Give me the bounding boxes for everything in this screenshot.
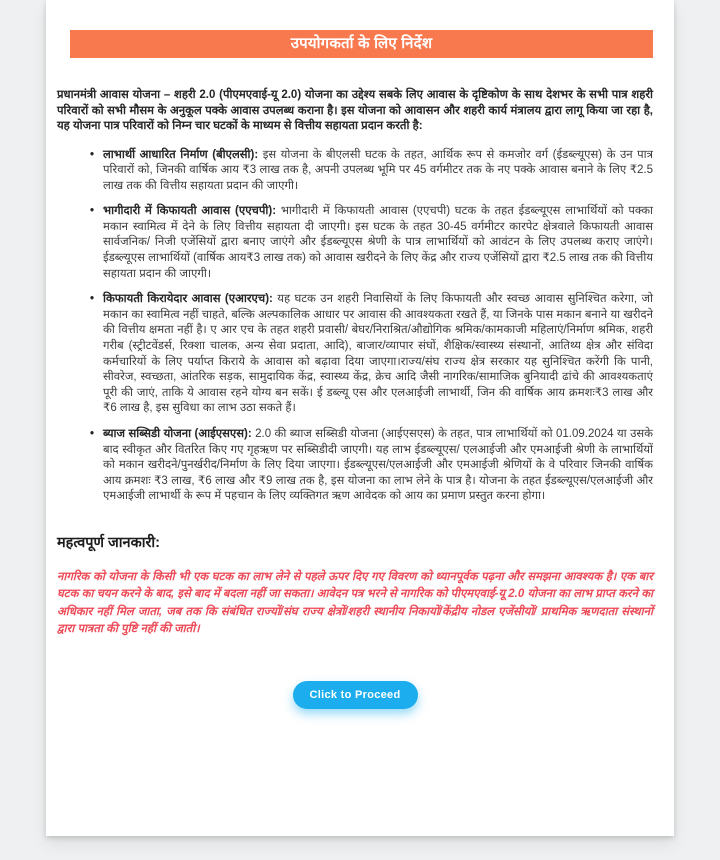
intro-paragraph: प्रधानमंत्री आवास योजना – शहरी 2.0 (पीएमएवाई-यू 2.0) योजना का उद्देश्य सबके लिए आवास के दृष्टिकोण के साथ देशभर के सभी पात्र शहरी परिवारों को सभी मौसम के अनुकूल पक्के आवास उपलब्ध कराना है। इस योजना को आवासन और शहरी कार्य मंत्रालय द्वारा लागू किया जा रहा है, यह योजना पात्र परिवारों को निम्न चार घटकों के माध्यम से वित्तीय सहायता प्रदान करती है: [57,89,653,132]
component-body: इस योजना के बीएलसी घटक के तहत, आर्थिक रूप से कमजोर वर्ग (ईडब्ल्यूएस) के उन पात्र परिवारों को, जिनकी वार्षिक आय ₹3 लाख तक है, अपनी उपलब्ध भूमि पर 45 वर्गमीटर तक के नए पक्के आवास बनाने के लिए ₹2.5 लाख तक की वित्तीय सहायता प्रदान की जाएगी। [103,148,654,192]
list-item-ahp [90,204,653,282]
important-info-text: नागरिक को योजना के किसी भी एक घटक का लाभ लेने से पहले ऊपर दिए गए विवरण को ध्यानपूर्वक पढ़ना और समझना आवश्यक है। एक बार घटक का चयन करने के बाद, इसे बाद में बदला नहीं जा सकता। आवेदन पत्र भरने से नागरिक को पीएमएवाई-यू 2.0 योजना का लाभ प्राप्त करने का अधिकार नहीं मिल जाता, जब तक कि संबंधित राज्यों/संघ राज्य क्षेत्रों/शहरी स्थानीय निकायों/केंद्रीय नोडल एजेंसीयों/ प्राथमिक ऋणदाता संस्थानों द्वारा पात्रता की पुष्टि नहीं की जाती। [57,570,653,636]
list-item-blc [90,148,653,195]
instructions-content [46,58,674,709]
important-info-heading: महत्वपूर्ण जानकारी: [57,534,160,551]
proceed-button[interactable]: Click to Proceed [293,681,418,709]
component-title: ब्याज सब्सिडी योजना (आईएसएस): [103,428,252,440]
component-body: भागीदारी में किफायती आवास (एएचपी) घटक के तहत ईडब्ल्यूएस लाभार्थियों को पक्का मकान स्वामित्व में देने के लिए वित्तीय सहायता दी जाएगी। इस घटक के तहत 30-45 वर्गमीटर कारपेट क्षेत्रवाले किफायती आवास सार्वजनिक/ निजी एजेंसियों द्वारा बनाए जाएंगे और ईडब्ल्यूएस श्रेणी के पात्र लाभार्थियों को आवंटन के लिए उपलब्ध कराए जाएंगे। ईडब्ल्यूएस लाभार्थियों (वार्षिक आय₹3 लाख तक) को आवास खरीदने के लिए केंद्र और राज्य एजेंसियों द्वारा ₹2.5 लाख तक की वित्तीय सहायता प्रदान की जाएगी। [103,205,654,280]
component-title: भागीदारी में किफायती आवास (एएचपी): [103,205,277,218]
component-body: 2.0 की ब्याज सब्सिडी योजना (आईएसएस) के तहत, पात्र लाभार्थियों को 01.09.2024 या उसके बाद स्वीकृत और वितरित किए गए गृहऋण पर सब्सिडीदी जाएगी। यह लाभ ईडब्ल्यूएस/ एलआईजी और एमआईजी श्रेणी के लाभार्थियों को मकान खरीदने/पुनर्खरीद/निर्माण के लिए दिया जाएगा। ईडब्ल्यूएस/एलआईजी और एमआईजी श्रेणियों के वे परिवार जिनकी वार्षिक आय क्रमशः ₹3 लाख, ₹6 लाख और ₹9 लाख तक है, इस योजना का लाभ लेने के पात्र है। योजना के तहत ईडब्ल्यूएस/एलआईजी और एमआईजी लाभार्थी के रूप में पहचान के लिए व्यक्तिगत ऋण आवेदक को आय का प्रमाण प्रस्तुत करना होगा। [103,428,653,503]
component-title: किफायती किरायेदार आवास (एआरएच): [103,293,273,306]
list-item-arh [90,292,653,417]
instructions-card [46,0,674,836]
scheme-components-list [90,148,653,505]
list-item-iss [90,427,653,505]
page-title: उपयोगकर्ता के लिए निर्देश [70,30,653,58]
component-title: लाभार्थी आधारित निर्माण (बीएलसी): [103,148,259,161]
component-body: यह घटक उन शहरी निवासियों के लिए किफायती और स्वच्छ आवास सुनिश्चित करेगा, जो मकान का स्वामित्व नहीं चाहते, बल्कि अल्पकालिक आधार पर आवास की आवश्यकता रखते हैं, या जिनके पास मकान बनाने या खरीदने की वित्तीय क्षमता नहीं है। ए आर एच के तहत शहरी प्रवासी/ बेघर/निराश्रित/औद्योगिक श्रमिक/कामकाजी महिलाएं/निर्माण श्रमिक, शहरी गरीब (स्ट्रीटवेंडर्स, रिक्शा चालक, अन्य सेवा प्रदाता, आदि), बाजार/व्यापार संघों, शैक्षिक/स्वास्थ्य संस्थानों, आतिथ्य क्षेत्र और संविदा कर्मचारियों के लिए पर्याप्त किराये के आवास को बढ़ावा दिया जाएगा।राज्य/संघ राज्य क्षेत्र सरकार यह सुनिश्चित करेंगी कि पानी, सीवरेज, स्वच्छता, आंतरिक सड़क, सामुदायिक केंद्र, स्वास्थ्य केंद्र, क्रेच आदि जैसी नागरिक/सामाजिक बुनियादी ढांचे की आवश्यकताएं पूरी की जाएं, ताकि ये आवास रहने योग्य बन सकें। ई डब्ल्यू एस और एलआईजी लाभार्थी, जिन की वार्षिक आय क्रमशः₹3 लाख और ₹6 लाख है, इस सुविधा का लाभ उठा सकते हैं। [103,293,653,415]
button-row [57,681,653,709]
